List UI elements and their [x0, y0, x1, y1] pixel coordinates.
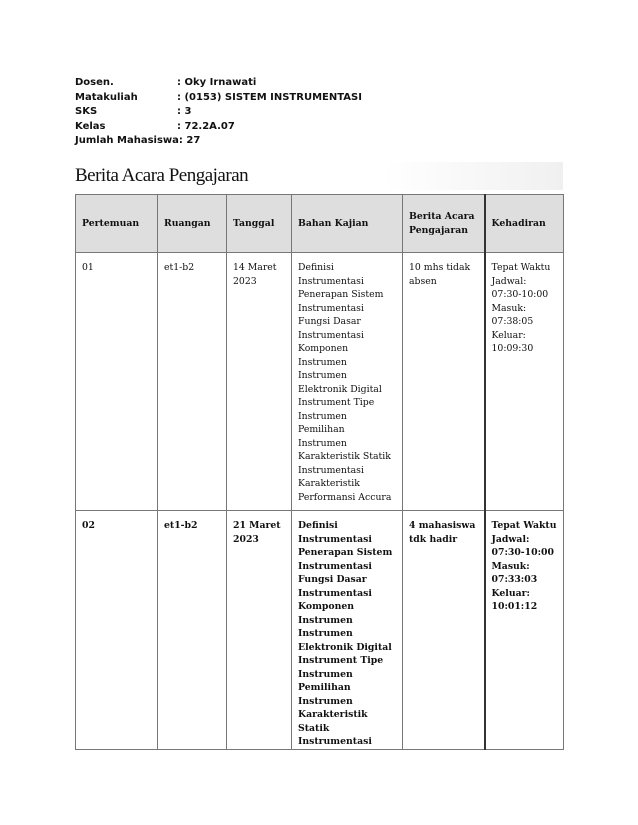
cell-bahan-kajian-line: Komponen [298, 601, 355, 612]
cell-kehadiran-line: 07:33:03 [491, 574, 538, 585]
info-label: Dosen. [75, 77, 114, 88]
cell-bahan-kajian-line: Penerapan Sistem [298, 289, 384, 300]
cell-bahan-kajian-line: Penerapan Sistem [298, 547, 393, 558]
info-row-dosen [75, 76, 362, 91]
info-label: Kelas [75, 120, 106, 132]
cell-bahan-kajian-line: Instrumentasi [298, 587, 372, 599]
info-label: SKS [75, 106, 98, 117]
page-title-text: Berita Acara Pengajaran [75, 165, 249, 186]
cell-kehadiran-line: Jadwal: [491, 275, 527, 287]
cell-kehadiran-line: Tepat Waktu [491, 262, 551, 273]
info-row-jumlah [75, 134, 362, 149]
page-title [75, 162, 563, 190]
info-row-sks [75, 105, 362, 120]
cell-bahan-kajian-line: Fungsi Dasar [298, 316, 361, 327]
header-bahan-kajian: Bahan Kajian [292, 195, 403, 253]
cell-bahan-kajian-line: Instrumentasi [298, 275, 364, 287]
cell-kehadiran [485, 511, 564, 750]
cell-berita-acara: 10 mhs tidak absen [403, 253, 485, 511]
header-tanggal: Tanggal [227, 195, 292, 253]
info-value: : Oky Irnawati [177, 77, 257, 88]
cell-bahan-kajian-line: Karakteristik Statik [298, 709, 368, 734]
cell-kehadiran-line: 07:30-10:00 [491, 289, 549, 300]
cell-bahan-kajian-line: Performansi Accura [298, 491, 392, 503]
table-row [76, 253, 564, 511]
cell-kehadiran-line: 07:30-10:00 [491, 547, 554, 558]
cell-ruangan: et1-b2 [158, 253, 227, 511]
info-value: : 3 [177, 106, 192, 117]
cell-tanggal: 14 Maret 2023 [227, 253, 292, 511]
info-row-matakuliah [75, 91, 362, 106]
cell-bahan-kajian-line: Instrumentasi [298, 533, 372, 545]
cell-bahan-kajian-line: Definisi [298, 520, 338, 531]
cell-kehadiran-line: Keluar: [491, 329, 526, 341]
table-header-row [76, 195, 564, 253]
cell-bahan-kajian-line: Instrumentasi [298, 464, 364, 476]
cell-bahan-kajian [292, 253, 403, 511]
cell-bahan-kajian-line: Instrumen [298, 695, 353, 707]
cell-kehadiran [485, 253, 564, 511]
header-pertemuan: Pertemuan [76, 195, 158, 253]
cell-bahan-kajian-line: Pemilihan [298, 424, 345, 435]
cell-bahan-kajian-line: Instrumen [298, 356, 347, 368]
cell-bahan-kajian-line: Instrument Tipe [298, 655, 384, 666]
cell-bahan-kajian-line: Fungsi Dasar [298, 574, 367, 585]
cell-kehadiran-line: Keluar: [491, 587, 530, 599]
cell-bahan-kajian-line: Definisi [298, 262, 334, 273]
cell-bahan-kajian-line: Instrumen [298, 370, 347, 381]
header-ruangan: Ruangan [158, 195, 227, 253]
cell-kehadiran-line: Masuk: [491, 302, 527, 314]
cell-bahan-kajian-line: Elektronik Digital [298, 383, 382, 395]
attendance-table [75, 194, 564, 750]
cell-bahan-kajian-line: Instrumentasi [298, 329, 364, 341]
header-kehadiran: Kehadiran [485, 195, 564, 253]
info-row-kelas [75, 120, 362, 135]
cell-bahan-kajian-line: Instrumen [298, 410, 347, 422]
table-row [76, 511, 564, 750]
info-label: Jumlah Mahasiswa [75, 135, 179, 146]
cell-kehadiran-line: 10:01:12 [491, 601, 538, 612]
cell-bahan-kajian-line: Instrumentasi [298, 302, 364, 314]
cell-bahan-kajian-line: Instrumentasi [298, 736, 372, 747]
cell-bahan-kajian-line: Instrumen [298, 628, 353, 639]
cell-ruangan: et1-b2 [158, 511, 227, 750]
cell-kehadiran-line: Masuk: [491, 560, 530, 572]
cell-bahan-kajian-line: Instrumen [298, 437, 347, 449]
cell-bahan-kajian-line: Karakteristik Statik [298, 451, 391, 462]
info-value: : (0153) SISTEM INSTRUMENTASI [177, 91, 362, 103]
cell-bahan-kajian [292, 511, 403, 750]
cell-bahan-kajian-line: Komponen [298, 343, 349, 354]
cell-kehadiran-line: 07:38:05 [491, 316, 534, 327]
cell-bahan-kajian-line: Pemilihan [298, 682, 351, 693]
info-label: Matakuliah [75, 91, 138, 103]
cell-bahan-kajian-line: Instrumen [298, 668, 353, 680]
cell-bahan-kajian-line: Instrumentasi [298, 560, 372, 572]
cell-kehadiran-line: Tepat Waktu [491, 520, 557, 531]
cell-bahan-kajian-line: Instrumen [298, 614, 353, 626]
cell-berita-acara: 4 mahasiswa tdk hadir [403, 511, 485, 750]
cell-bahan-kajian-line: Instrument Tipe [298, 397, 375, 408]
cell-bahan-kajian-line: Karakteristik [298, 478, 360, 489]
info-value: : 72.2A.07 [177, 120, 235, 132]
cell-tanggal: 21 Maret 2023 [227, 511, 292, 750]
cell-bahan-kajian-line: Elektronik Digital [298, 641, 392, 653]
header-berita-acara: Berita Acara Pengajaran [403, 195, 485, 253]
cell-pertemuan: 02 [76, 511, 158, 750]
cell-kehadiran-line: 10:09:30 [491, 343, 534, 354]
cell-kehadiran-line: Jadwal: [491, 533, 530, 545]
course-info [75, 76, 362, 149]
info-value: : 27 [178, 135, 201, 146]
cell-pertemuan: 01 [76, 253, 158, 511]
